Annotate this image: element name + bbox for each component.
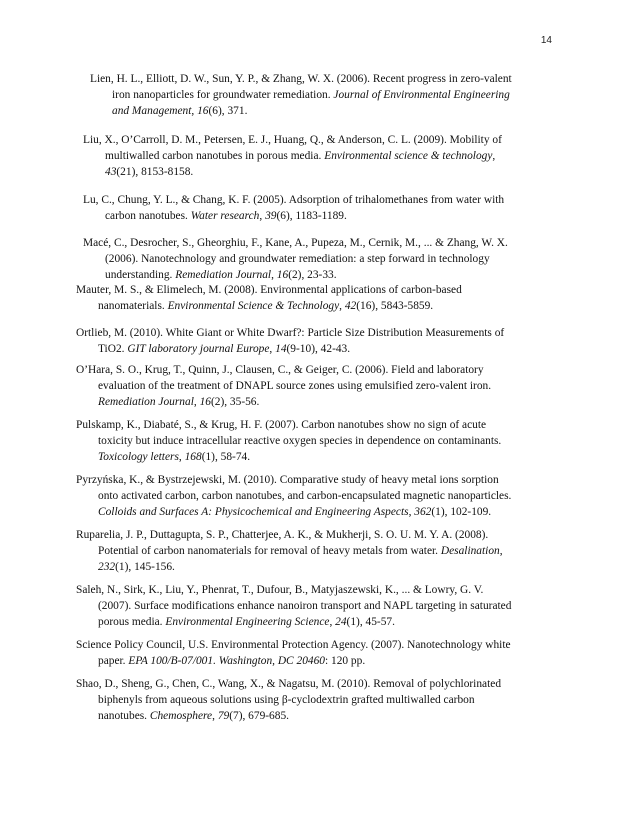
reference-line bbox=[76, 378, 556, 394]
reference-text: O’Hara, S. O., Krug, T., Quinn, J., Clausen, C., & Geiger, C. (2006). Field and laboratory bbox=[76, 364, 484, 376]
reference-entry bbox=[76, 472, 556, 520]
reference-line bbox=[83, 132, 563, 148]
reference-line bbox=[83, 267, 563, 283]
reference-entry bbox=[76, 362, 556, 410]
reference-text: Liu, X., O’Carroll, D. M., Petersen, E. J., Huang, Q., & Anderson, C. L. (2009). Mobility of bbox=[83, 134, 502, 146]
reference-italic-text: Environmental Science & Technology bbox=[167, 300, 340, 312]
reference-line bbox=[76, 582, 556, 598]
reference-text: (1), 145-156. bbox=[115, 561, 175, 573]
reference-line bbox=[76, 637, 556, 653]
reference-text: Mauter, M. S., & Elimelech, M. (2008). Environmental applications of carbon-based bbox=[76, 284, 462, 296]
reference-text: (2), 23-33. bbox=[288, 269, 337, 281]
reference-text: Shao, D., Sheng, G., Chen, C., Wang, X., & Nagatsu, M. (2010). Removal of polychlorinated bbox=[76, 678, 502, 690]
reference-text: , bbox=[193, 396, 200, 408]
reference-line bbox=[76, 488, 556, 504]
reference-text: , bbox=[339, 300, 345, 312]
reference-italic-text: 16 bbox=[197, 105, 209, 117]
reference-italic-text: 168 bbox=[184, 451, 202, 463]
reference-text: Pyrzyńska, K., & Bystrzejewski, M. (2010). Comparative study of heavy metal ions sorption bbox=[76, 474, 499, 486]
reference-line bbox=[76, 559, 556, 575]
reference-text: Macé, C., Desrocher, S., Gheorghiu, F., Kane, A., Pupeza, M., Cernik, M., ... & Zhang, W. X. bbox=[83, 237, 508, 249]
reference-italic-text: Colloids and Surfaces A: Physicochemical and Engineering Aspects bbox=[98, 506, 409, 518]
reference-italic-text: Environmental Engineering Science bbox=[165, 616, 330, 628]
reference-line bbox=[90, 71, 570, 87]
reference-italic-text: 39 bbox=[265, 210, 277, 222]
reference-italic-text: Remediation Journal bbox=[175, 269, 272, 281]
reference-text: (9-10), 42-43. bbox=[286, 343, 351, 355]
reference-line bbox=[76, 325, 556, 341]
reference-line bbox=[83, 192, 563, 208]
reference-text: Ortlieb, M. (2010). White Giant or White Dwarf?: Particle Size Distribution Measurements of bbox=[76, 327, 505, 339]
reference-line bbox=[76, 417, 556, 433]
reference-italic-text: GIT laboratory journal Europe bbox=[127, 343, 270, 355]
reference-text: (7), 679-685. bbox=[229, 710, 289, 722]
reference-italic-text: 24 bbox=[335, 616, 347, 628]
reference-italic-text: Remediation Journal bbox=[98, 396, 194, 408]
reference-text: Lu, C., Chung, Y. L., & Chang, K. F. (2005). Adsorption of trihalomethanes from water with bbox=[83, 194, 505, 206]
reference-entry bbox=[83, 132, 563, 180]
reference-line bbox=[90, 87, 570, 103]
reference-italic-text: 232 bbox=[98, 561, 116, 573]
reference-line bbox=[76, 282, 556, 298]
reference-line bbox=[76, 614, 556, 630]
reference-italic-text: and Management bbox=[112, 105, 192, 117]
reference-italic-text: 43 bbox=[105, 166, 117, 178]
reference-text: evaluation of the treatment of DNAPL source zones using emulsified zero-valent iron. bbox=[98, 380, 492, 392]
reference-line bbox=[76, 298, 556, 314]
reference-text: , bbox=[269, 343, 276, 355]
reference-text: , bbox=[271, 269, 277, 281]
reference-text: Pulskamp, K., Diabaté, S., & Krug, H. F. (2007). Carbon nanotubes show no sign of acute bbox=[76, 419, 487, 431]
reference-line bbox=[76, 449, 556, 465]
reference-italic-text: Chemosphere bbox=[149, 710, 213, 722]
reference-text: , bbox=[191, 105, 198, 117]
reference-text: (1), 58-74. bbox=[201, 451, 251, 463]
reference-italic-text: EPA 100/B-07/001. Washington, DC 20460 bbox=[128, 655, 325, 667]
page-number: 14 bbox=[540, 35, 552, 46]
reference-line bbox=[83, 235, 563, 251]
reference-italic-text: 42 bbox=[344, 300, 357, 312]
reference-entry bbox=[83, 192, 563, 224]
reference-text: , bbox=[329, 616, 336, 628]
reference-line bbox=[76, 341, 556, 357]
reference-line bbox=[76, 433, 556, 449]
reference-line bbox=[76, 362, 556, 378]
reference-text: : 120 pp. bbox=[324, 655, 366, 667]
reference-italic-text: 362 bbox=[414, 506, 432, 518]
reference-italic-text: 16 bbox=[199, 396, 211, 408]
reference-line bbox=[83, 164, 563, 180]
reference-line bbox=[83, 251, 563, 267]
reference-text: Ruparelia, J. P., Duttagupta, S. P., Chatterjee, A. K., & Mukherji, S. O. U. M. Y. A. (2008). bbox=[76, 529, 489, 541]
reference-line bbox=[83, 208, 563, 224]
reference-entry bbox=[76, 325, 556, 357]
reference-text: Saleh, N., Sirk, K., Liu, Y., Phenrat, T., Dufour, B., Matyjaszewski, K., ... & Lowry, G. V. bbox=[76, 584, 484, 596]
reference-line bbox=[90, 103, 570, 119]
reference-text: , bbox=[408, 506, 415, 518]
reference-line bbox=[83, 148, 563, 164]
reference-text: (6), 371. bbox=[208, 105, 248, 117]
reference-entry bbox=[76, 637, 556, 669]
reference-text: , bbox=[499, 545, 503, 557]
reference-line bbox=[76, 676, 556, 692]
reference-text: (2), 35-56. bbox=[210, 396, 260, 408]
reference-text: nanomaterials. bbox=[98, 300, 168, 312]
reference-italic-text: 16 bbox=[276, 269, 289, 281]
reference-text: TiO2. bbox=[98, 343, 128, 355]
reference-text: porous media. bbox=[98, 616, 166, 628]
reference-text: biphenyls from aqueous solutions using β-cyclodextrin grafted multiwalled carbon bbox=[98, 694, 475, 706]
reference-entry bbox=[83, 235, 563, 283]
reference-italic-text: 14 bbox=[275, 343, 287, 355]
reference-text: nanotubes. bbox=[98, 710, 150, 722]
reference-text: , bbox=[178, 451, 185, 463]
reference-text: toxicity but induce intracellular reactive oxygen species in dependence on contaminants. bbox=[98, 435, 502, 447]
reference-text: understanding. bbox=[105, 269, 176, 281]
reference-italic-text: 79 bbox=[217, 710, 230, 722]
reference-entry bbox=[76, 282, 556, 314]
reference-italic-text: Toxicology letters bbox=[98, 451, 179, 463]
reference-line bbox=[76, 692, 556, 708]
reference-text: (1), 102-109. bbox=[431, 506, 492, 518]
reference-text: carbon nanotubes. bbox=[105, 210, 191, 222]
reference-entry bbox=[76, 417, 556, 465]
reference-text: (21), 8153-8158. bbox=[116, 166, 194, 178]
reference-text: onto activated carbon, carbon nanotubes, and carbon-encapsulated magnetic nanoparticles. bbox=[98, 490, 512, 502]
reference-text: Lien, H. L., Elliott, D. W., Sun, Y. P., & Zhang, W. X. (2006). Recent progress in zero-valent bbox=[90, 73, 512, 85]
reference-text: iron nanoparticles for groundwater remediation. bbox=[112, 89, 334, 101]
reference-line bbox=[76, 527, 556, 543]
reference-italic-text: Journal of Environmental Engineering bbox=[333, 89, 510, 101]
reference-italic-text: Desalination bbox=[440, 545, 500, 557]
reference-line bbox=[76, 543, 556, 559]
reference-text: , bbox=[212, 710, 218, 722]
reference-text: Potential of carbon nanomaterials for removal of heavy metals from water. bbox=[98, 545, 441, 557]
reference-italic-text: Water research bbox=[190, 210, 260, 222]
reference-text: (2007). Surface modifications enhance nanoiron transport and NAPL targeting in saturated bbox=[98, 600, 512, 612]
reference-text: (6), 1183-1189. bbox=[276, 210, 347, 222]
reference-text: Science Policy Council, U.S. Environmental Protection Agency. (2007). Nanotechnology white bbox=[76, 639, 511, 651]
reference-entry bbox=[90, 71, 570, 119]
reference-entry bbox=[76, 676, 556, 724]
reference-line bbox=[76, 708, 556, 724]
reference-line bbox=[76, 504, 556, 520]
reference-text: multiwalled carbon nanotubes in porous media. bbox=[105, 150, 325, 162]
reference-entry bbox=[76, 527, 556, 575]
reference-line bbox=[76, 653, 556, 669]
reference-italic-text: Environmental science & technology bbox=[324, 150, 493, 162]
reference-text: , bbox=[259, 210, 266, 222]
reference-text: , bbox=[492, 150, 496, 162]
reference-line bbox=[76, 598, 556, 614]
reference-entry bbox=[76, 582, 556, 630]
reference-text: (1), 45-57. bbox=[346, 616, 395, 628]
reference-text: (16), 5843-5859. bbox=[356, 300, 434, 312]
reference-line bbox=[76, 394, 556, 410]
reference-line bbox=[76, 472, 556, 488]
reference-text: (2006). Nanotechnology and groundwater remediation: a step forward in technology bbox=[105, 253, 490, 265]
reference-text: paper. bbox=[98, 655, 129, 667]
